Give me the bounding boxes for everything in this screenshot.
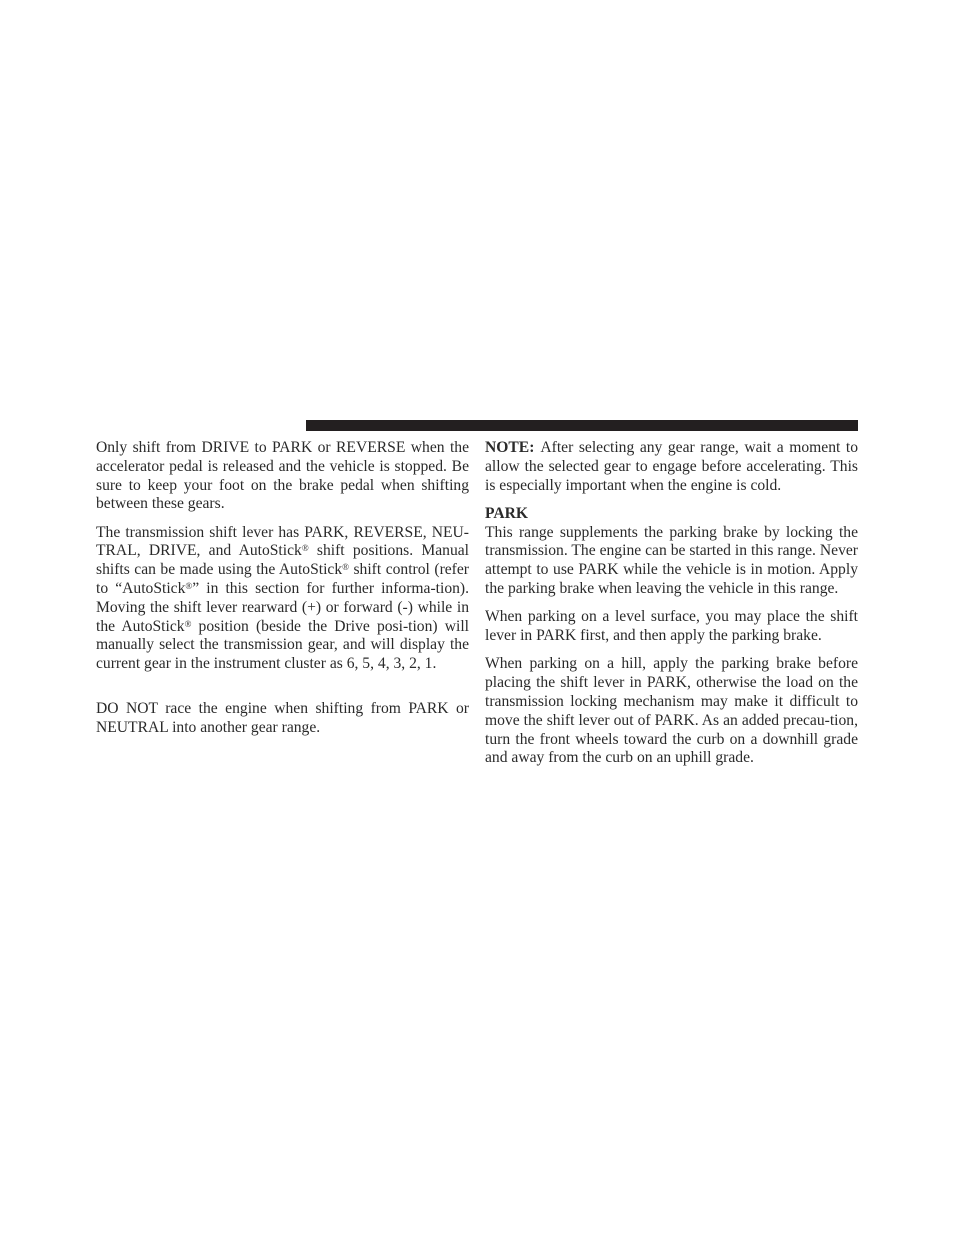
registered-mark: ®: [301, 543, 309, 554]
note-label: NOTE:: [485, 439, 535, 456]
section-header-bar: [306, 420, 858, 431]
park-paragraph-2: When parking on a level surface, you may place the shift lever in PARK first, and then apply the parking brake.: [485, 608, 858, 645]
note-text: After selecting any gear range, wait a moment to allow the selected gear to engage before accelerating. This is especially important when the engine is cold.: [485, 439, 858, 494]
registered-mark: ®: [185, 581, 193, 592]
shift-lever-paragraph: [96, 524, 469, 674]
shift-lever-text-d: ” in this section for further informa-tion). Moving the shift lever rearward (+) or forward (-) while in the AutoStick: [96, 580, 470, 635]
right-column: [485, 439, 858, 778]
park-paragraph-1: This range supplements the parking brake by locking the transmission. The engine can be started in this range. Never attempt to use PARK while the vehicle is in motion. Apply the parking brake when leaving the vehicle in this range.: [485, 523, 858, 598]
shift-lever-text-a: The transmission shift lever has PARK, REVERSE, NEU-TRAL, DRIVE, and AutoStick: [96, 523, 469, 560]
race-engine-paragraph: DO NOT race the engine when shifting from PARK or NEUTRAL into another gear range.: [96, 700, 469, 736]
shift-lever-text-e: position (beside the Drive posi-tion) will manually select the transmission gear, and will display the current gear in the instrument cluster as 6, 5, 4, 3, 2, 1.: [96, 617, 469, 673]
shift-caution-paragraph: Only shift from DRIVE to PARK or REVERSE when the accelerator pedal is released and the vehicle is stopped. Be sure to keep your foot on the brake pedal when shifting between these gears.: [96, 439, 469, 513]
note-paragraph: [485, 439, 858, 495]
park-paragraph-3: When parking on a hill, apply the parking brake before placing the shift lever in PARK, otherwise the load on the transmission locking mechanism may make it difficult to move the shift lever out of PARK. As an added precau-tion, turn the front wheels toward the curb on a downhill grade and away from the curb on an uphill grade.: [485, 655, 858, 767]
shift-lever-text-b: shift positions. Manual shifts can be made using the AutoStick: [96, 542, 469, 579]
registered-mark: ®: [184, 618, 192, 629]
left-column: [96, 439, 469, 747]
registered-mark: ®: [342, 562, 349, 573]
shift-lever-text-c: shift control (refer to “AutoStick: [96, 561, 469, 598]
park-heading: PARK: [485, 504, 529, 522]
